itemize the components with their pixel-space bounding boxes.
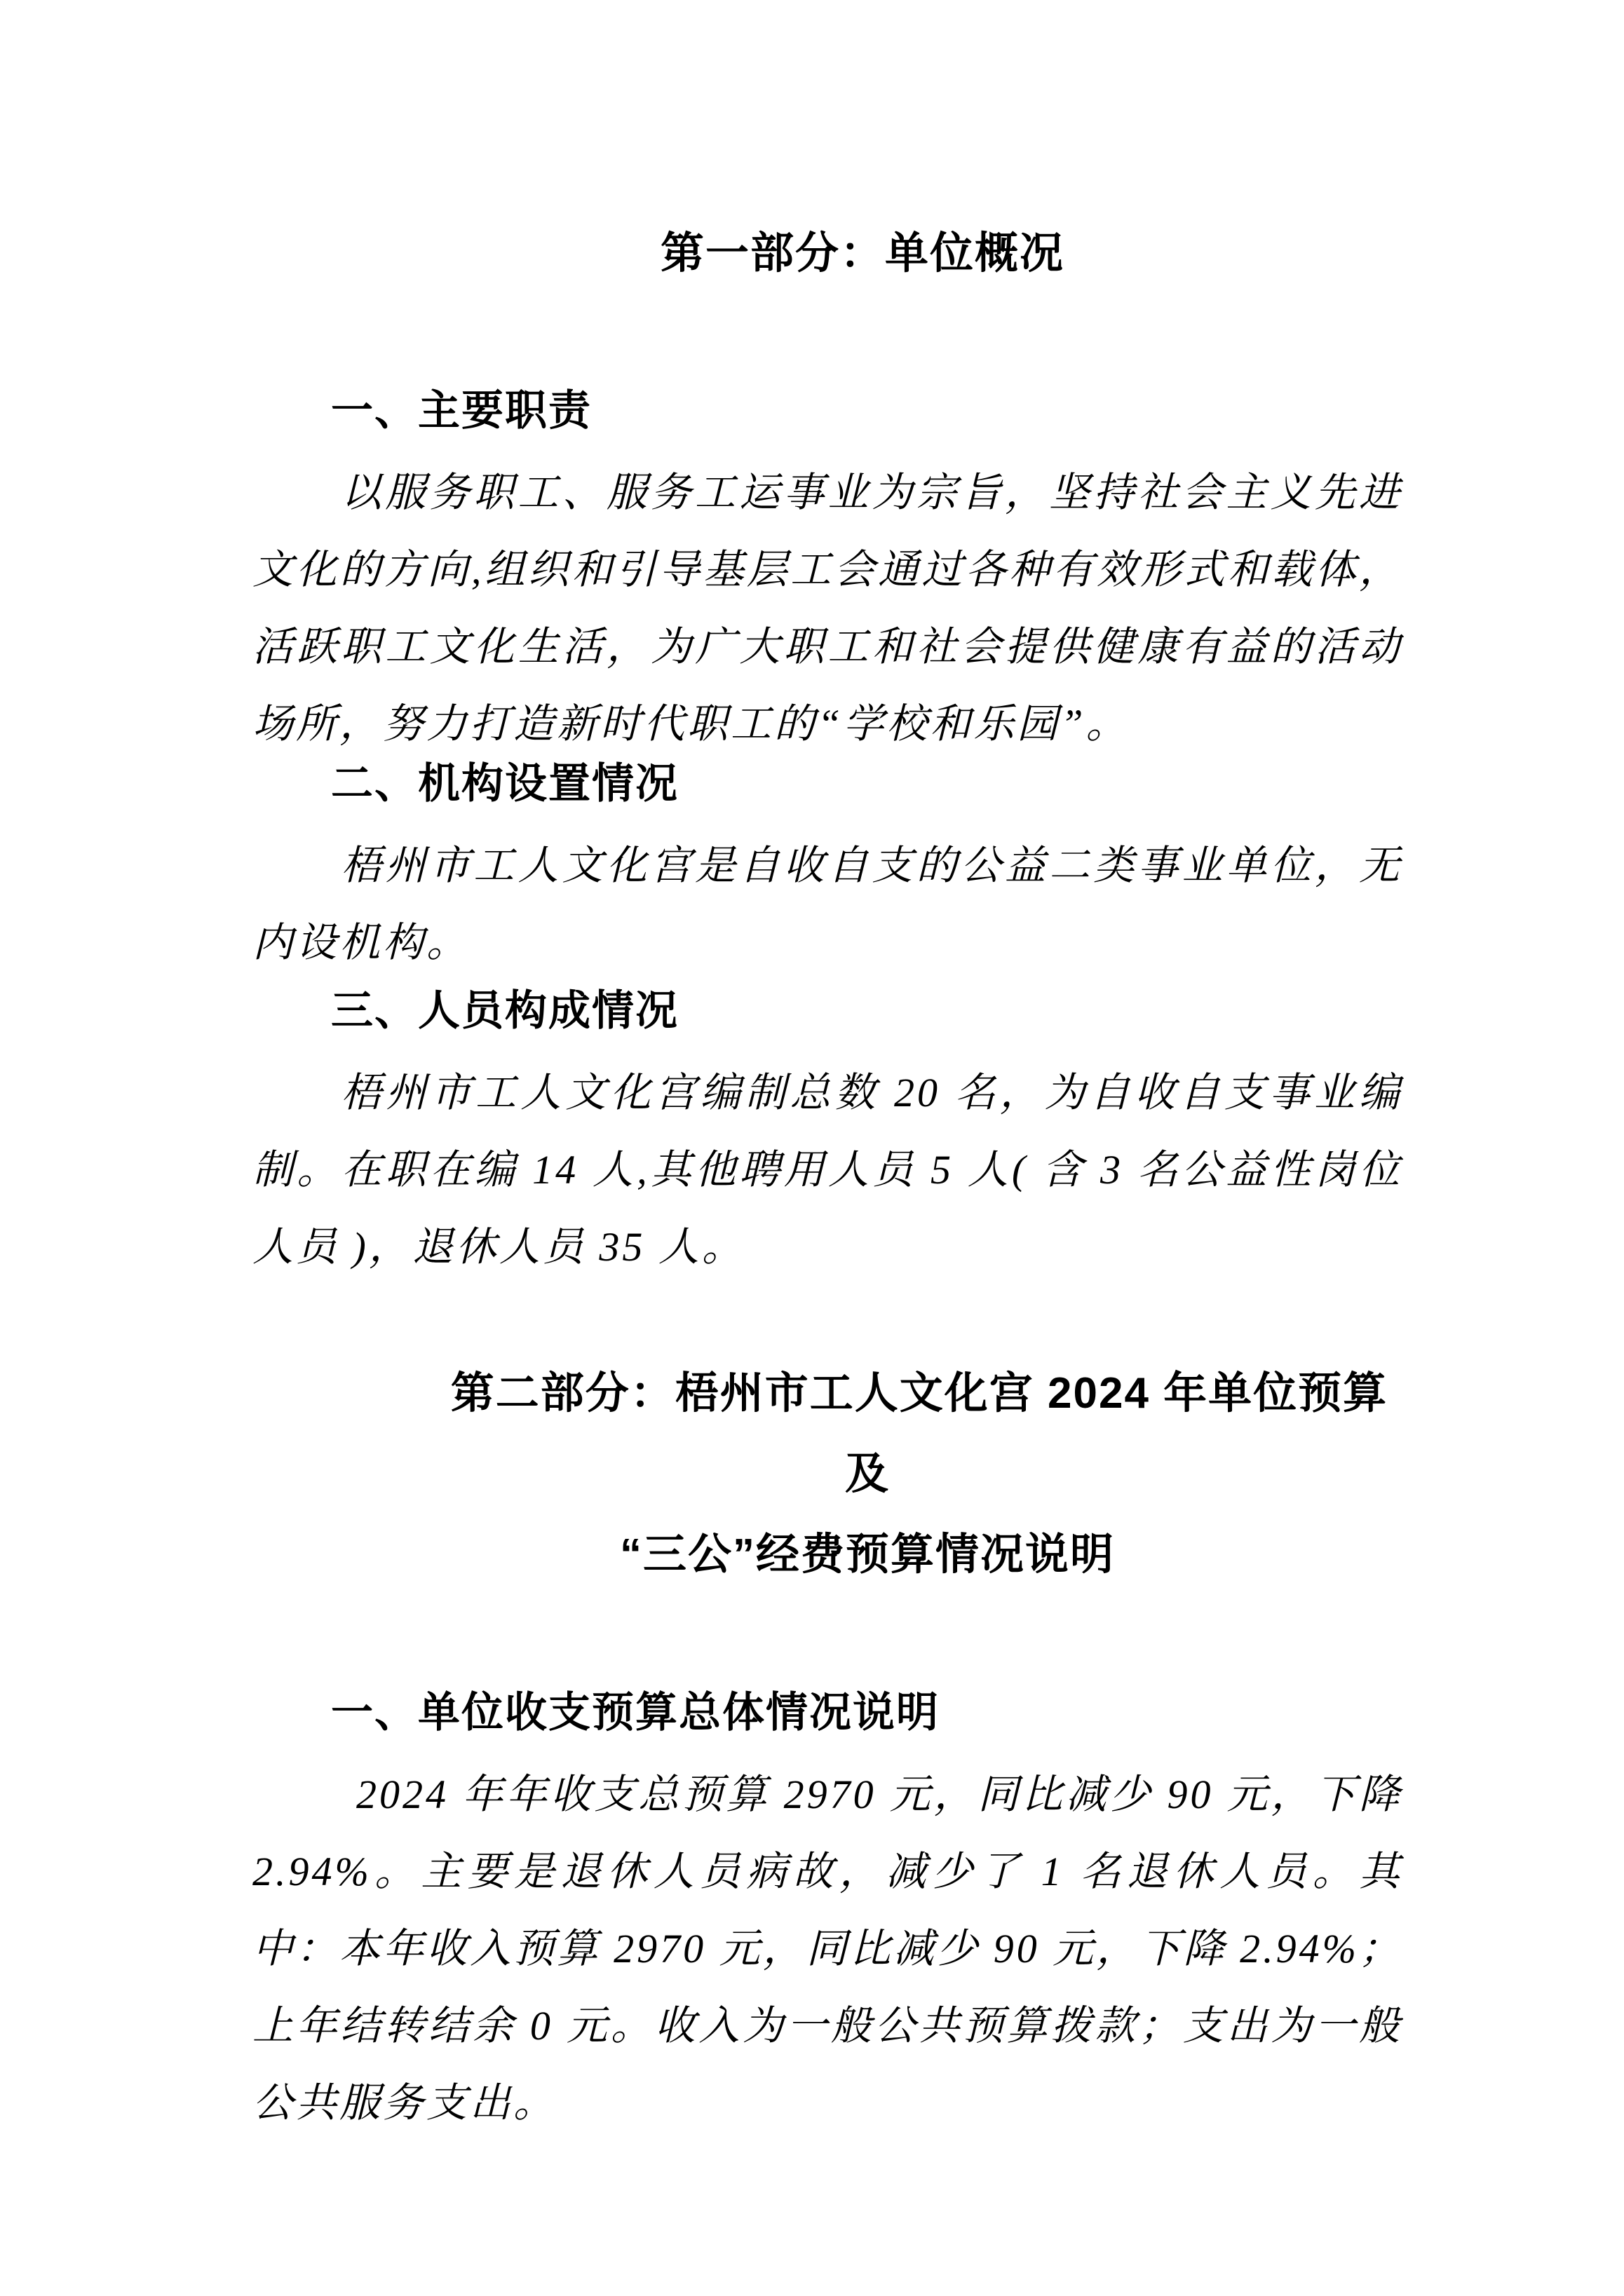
section-heading-org-setup: 二、机构设置情况 [331, 760, 679, 807]
paragraph-staff-composition: 梧州市工人文化宫编制总数 20 名，为自收自支事业编制。在职在编 14 人,其他聘用人员 5 人( 含 3 名公益性岗位人员 )，退休人员 35 人。 [252, 1070, 1402, 1270]
part1-title: 第一部分：单位概况 [660, 229, 1064, 278]
paragraph-main-duties: 以服务职工、服务工运事业为宗旨，坚持社会主义先进文化的方向,组织和引导基层工会通过各种有效形式和载体，活跃职工文化生活，为广大职工和社会提供健康有益的活动场所，努力打造新时代职工的“学校和乐园”。 [252, 470, 1402, 747]
section-heading-budget-overview: 一、单位收支预算总体情况说明 [331, 1689, 940, 1736]
section-heading-staff-composition: 三、人员构成情况 [331, 987, 679, 1034]
section-heading-main-duties: 一、主要职责 [331, 387, 592, 434]
document-content [252, 0, 1402, 2142]
part2-title-line2: “三公”经费预算情况说明 [619, 1530, 1115, 1579]
paragraph-org-setup: 梧州市工人文化宫是自收自支的公益二类事业单位，无内设机构。 [252, 843, 1402, 965]
paragraph-budget-overview: 2024 年年收支总预算 2970 元，同比减少 90 元，下降 2.94%。主要是退休人员病故，减少了 1 名退休人员。其中：本年收入预算 2970 元，同比减少 90 元，下降 2.94%；上年结转结余 0 元。收入为一般公共预算拨款；支出为一般公共服务支出。 [252, 1772, 1402, 2126]
part2-title [252, 1353, 1402, 1595]
part2-title-line1: 第二部分：梧州市工人文化宫 2024 年单位预算及 [450, 1369, 1388, 1498]
